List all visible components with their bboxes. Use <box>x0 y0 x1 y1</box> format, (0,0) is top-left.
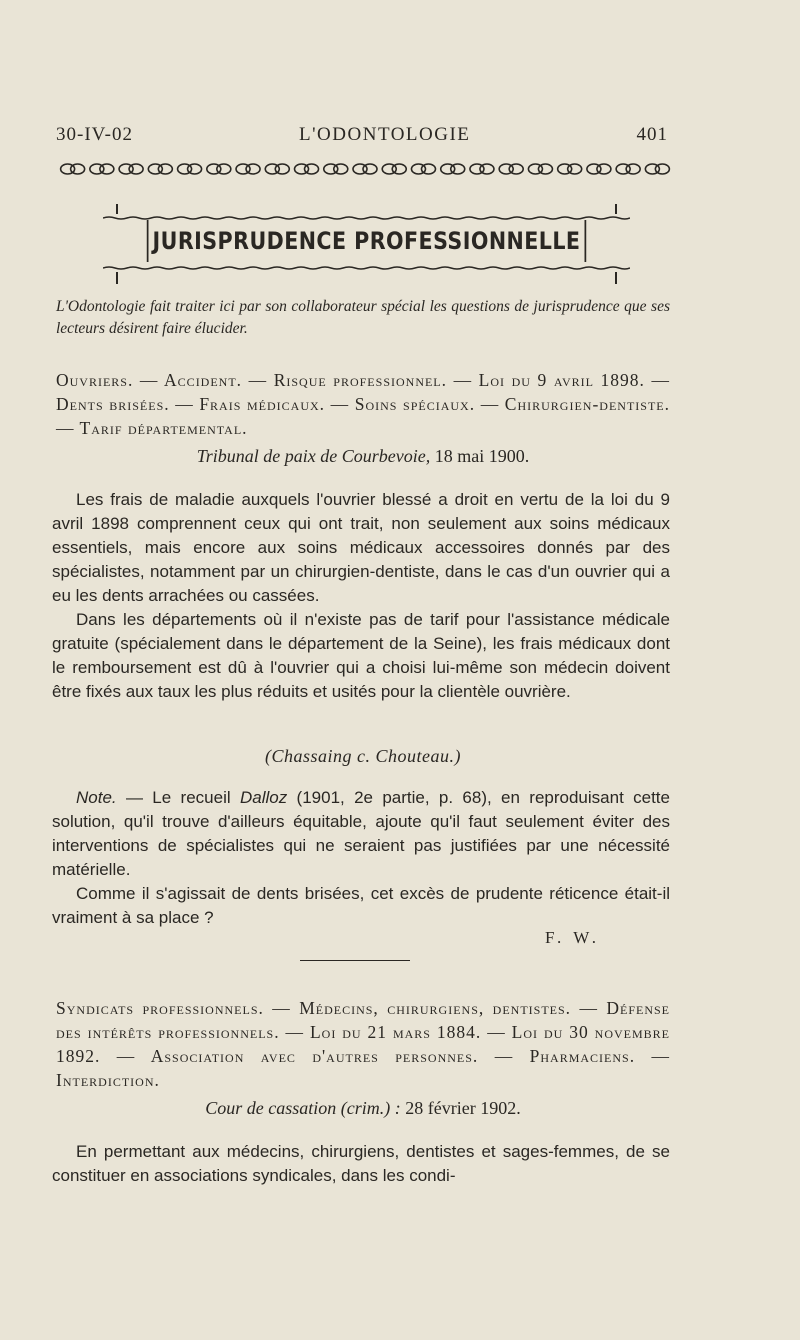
section2-court <box>56 1098 670 1119</box>
paragraph: En permettant aux médecins, chirurgiens, dentistes et sages-femmes, de se constituer en associations syndicales, dans les condi- <box>52 1142 670 1185</box>
ornament-loop <box>655 164 669 174</box>
paragraph: Dans les départements où il n'existe pas de tarif pour l'assistance médicale gratuite (spécialement dans le département de la Seine), les frais médicaux dont le remboursement est dû à l'ouvrier qui a choisi lui-même son médecin doivent être fixés aux taux les plus réduits et usités pour la clientèle ouvrière. <box>52 610 670 701</box>
section2-body <box>52 1140 670 1188</box>
signature: F. W. <box>544 928 600 947</box>
ornament-loop <box>188 164 202 174</box>
ornament-loop <box>597 164 611 174</box>
ornament-loop <box>334 164 348 174</box>
ornament-loop <box>392 164 406 174</box>
ornament-border <box>58 160 672 178</box>
section1-body <box>52 488 670 704</box>
banner-title: JURISPRUDENCE PROFESSIONNELLE <box>147 220 586 262</box>
separator-rule <box>300 960 410 961</box>
intro-note: L'Odontologie fait traiter ici par son collaborateur spécial les questions de jurisprudence que ses lecteurs désirent faire élucider. <box>56 298 670 337</box>
page-number: 401 <box>636 124 668 145</box>
case-parties: (Chassaing c. Chouteau.) <box>265 746 461 766</box>
ornament-loop <box>509 164 523 174</box>
running-head <box>56 124 668 146</box>
section2-heading: Syndicats professionnels. — Médecins, chirurgiens, dentistes. — Défense des intérêts professionnels. — Loi du 21 mars 1884. — Loi du 30 novembre 1892. — Association avec d'autres personnes. — Pharmaciens. — Interdiction. <box>56 998 670 1090</box>
ornament-loop <box>305 164 319 174</box>
ornament-loop <box>158 164 172 174</box>
ornament-loop <box>71 164 85 174</box>
section1-note <box>52 786 670 930</box>
ornament-loop <box>217 164 231 174</box>
section-banner <box>103 196 630 296</box>
ornament-loop <box>275 164 289 174</box>
note-dalloz: Dalloz <box>239 788 288 807</box>
ornament-loop <box>100 164 114 174</box>
note-text-b: (1901, 2e partie, p. 68), en reproduisant cette solution, qu'il trouve d'ailleurs équitable, ajoute qu'il faut seulement éviter des interventions de spécialistes qui ne seraient pas justifiées par une nécessité matérielle. <box>52 788 670 879</box>
ornament-loop <box>363 164 377 174</box>
note-text-a: — Le recueil <box>116 788 240 807</box>
ornament-loop <box>480 164 494 174</box>
court-date: 18 mai 1900. <box>434 446 530 466</box>
ornament-loop <box>451 164 465 174</box>
court-date: 28 février 1902. <box>405 1098 521 1118</box>
court-name: Tribunal de paix de Courbevoie, <box>196 446 431 466</box>
ornament-loop <box>626 164 640 174</box>
section1-heading: Ouvriers. — Accident. — Risque professionnel. — Loi du 9 avril 1898. — Dents brisées. — Frais médicaux. — Soins spéciaux. — Chirurgien-dentiste. — Tarif départemental. <box>56 370 670 438</box>
note-paragraph <box>52 786 670 882</box>
journal-title: L'ODONTOLOGIE <box>299 124 471 145</box>
ornament-loop <box>246 164 260 174</box>
ornament-loop <box>538 164 552 174</box>
section1-court <box>56 446 670 467</box>
ornament-loop <box>568 164 582 174</box>
paragraph: Les frais de maladie auxquels l'ouvrier blessé a droit en vertu de la loi du 9 avril 1898 comprennent ceux qui ont trait, non seulement aux soins médicaux essentiels, mais encore aux soins médicaux accessoires donnés par des spécialistes, notamment par un chirurgien-dentiste, dans le cas d'un ouvrier qui a eu les dents arrachées ou cassées. <box>52 490 670 605</box>
paragraph: Comme il s'agissait de dents brisées, cet excès de prudente réticence était-il vraiment à sa place ? <box>52 884 670 927</box>
court-name: Cour de cassation (crim.) : <box>205 1098 401 1118</box>
header-date: 30-IV-02 <box>56 124 133 145</box>
ornament-loop <box>421 164 435 174</box>
note-label: Note. <box>76 788 117 807</box>
ornament-loop <box>129 164 143 174</box>
